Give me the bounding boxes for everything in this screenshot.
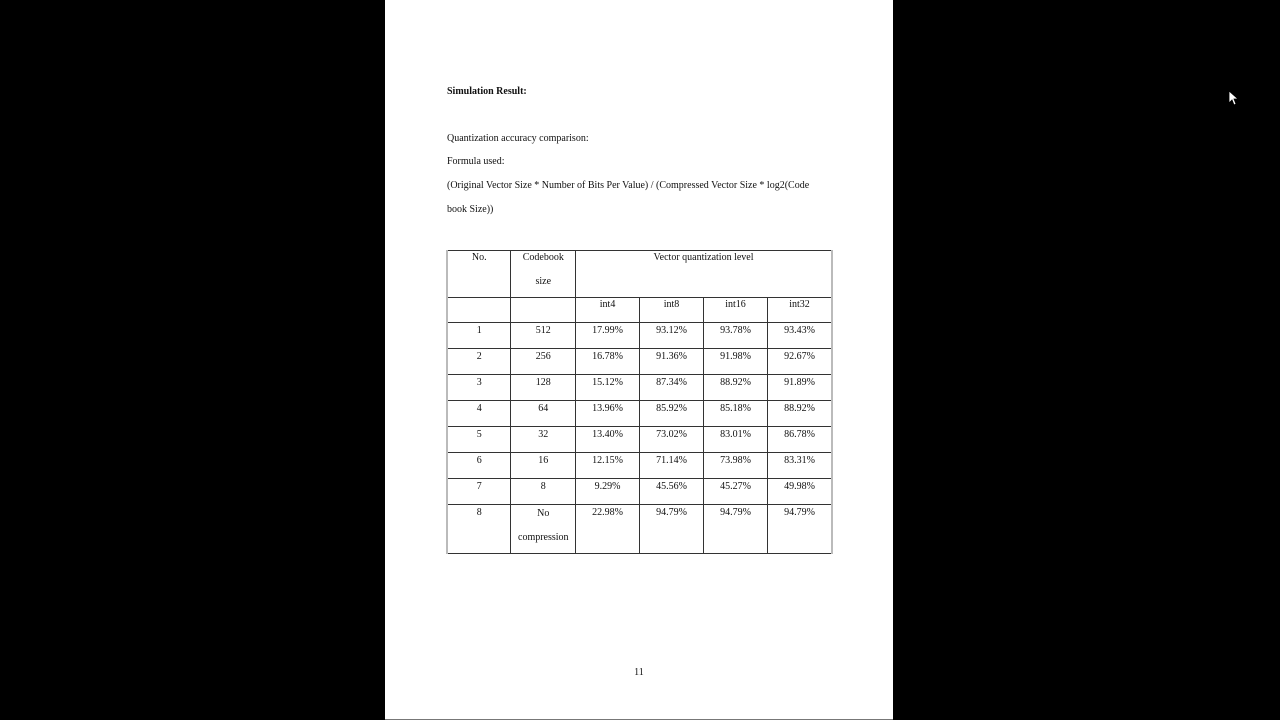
cell-int32: 86.78% <box>767 427 832 453</box>
cell-int32: 94.79% <box>767 505 832 554</box>
cell-codebook: 64 <box>511 401 576 427</box>
subheader-int8: int8 <box>640 298 704 323</box>
table-row <box>447 453 832 479</box>
cell-int16: 91.98% <box>704 349 768 375</box>
cell-int4: 17.99% <box>576 323 640 349</box>
cell-int32: 49.98% <box>767 479 832 505</box>
text-line-formula-cont: book Size)) <box>447 204 494 215</box>
subheader-empty-codebook <box>511 298 576 323</box>
subheader-empty-no <box>447 298 511 323</box>
cell-int8: 85.92% <box>640 401 704 427</box>
cell-codebook: 128 <box>511 375 576 401</box>
document-page <box>385 0 893 720</box>
cell-int4: 13.96% <box>576 401 640 427</box>
table-row <box>447 479 832 505</box>
table-row <box>447 401 832 427</box>
section-heading: Simulation Result: <box>447 86 527 97</box>
cell-codebook: 32 <box>511 427 576 453</box>
cell-int4: 13.40% <box>576 427 640 453</box>
subheader-int32: int32 <box>767 298 832 323</box>
cell-int16: 93.78% <box>704 323 768 349</box>
cell-int16: 94.79% <box>704 505 768 554</box>
cell-int32: 93.43% <box>767 323 832 349</box>
cell-int8: 87.34% <box>640 375 704 401</box>
cell-int32: 92.67% <box>767 349 832 375</box>
cell-codebook: No compression <box>511 505 576 554</box>
text-line-comparison: Quantization accuracy comparison: <box>447 133 589 144</box>
header-codebook-size: Codebook size <box>511 251 576 298</box>
cell-no: 3 <box>447 375 511 401</box>
table-subheader-row <box>447 298 832 323</box>
cell-int16: 85.18% <box>704 401 768 427</box>
cell-int4: 16.78% <box>576 349 640 375</box>
cell-codebook: 256 <box>511 349 576 375</box>
cell-int16: 83.01% <box>704 427 768 453</box>
header-no: No. <box>447 251 511 298</box>
cell-int8: 71.14% <box>640 453 704 479</box>
quantization-table <box>446 250 833 554</box>
table-row <box>447 375 832 401</box>
header-vector-quantization-level: Vector quantization level <box>576 251 832 298</box>
cell-int8: 91.36% <box>640 349 704 375</box>
cell-int32: 91.89% <box>767 375 832 401</box>
cell-no: 7 <box>447 479 511 505</box>
cell-int4: 9.29% <box>576 479 640 505</box>
cell-int32: 83.31% <box>767 453 832 479</box>
cell-int8: 94.79% <box>640 505 704 554</box>
cell-int32: 88.92% <box>767 401 832 427</box>
cell-codebook: 512 <box>511 323 576 349</box>
table-row <box>447 323 832 349</box>
cell-int8: 73.02% <box>640 427 704 453</box>
table-header-row <box>447 251 832 298</box>
text-line-formula-label: Formula used: <box>447 156 505 167</box>
cell-int16: 73.98% <box>704 453 768 479</box>
cell-int8: 45.56% <box>640 479 704 505</box>
cell-no: 2 <box>447 349 511 375</box>
cell-no: 1 <box>447 323 511 349</box>
table-row <box>447 349 832 375</box>
cell-no: 4 <box>447 401 511 427</box>
cell-no: 8 <box>447 505 511 554</box>
cell-int16: 45.27% <box>704 479 768 505</box>
cell-no: 5 <box>447 427 511 453</box>
mouse-pointer-icon <box>1228 90 1238 106</box>
text-line-formula: (Original Vector Size * Number of Bits Per Value) / (Compressed Vector Size * log2(Code <box>447 180 810 191</box>
cell-int16: 88.92% <box>704 375 768 401</box>
cell-int4: 12.15% <box>576 453 640 479</box>
subheader-int4: int4 <box>576 298 640 323</box>
cell-codebook: 16 <box>511 453 576 479</box>
page-number: 11 <box>634 667 644 678</box>
cell-codebook: 8 <box>511 479 576 505</box>
cell-int8: 93.12% <box>640 323 704 349</box>
cell-int4: 15.12% <box>576 375 640 401</box>
cell-int4: 22.98% <box>576 505 640 554</box>
cell-no: 6 <box>447 453 511 479</box>
subheader-int16: int16 <box>704 298 768 323</box>
table-row <box>447 505 832 554</box>
table-row <box>447 427 832 453</box>
